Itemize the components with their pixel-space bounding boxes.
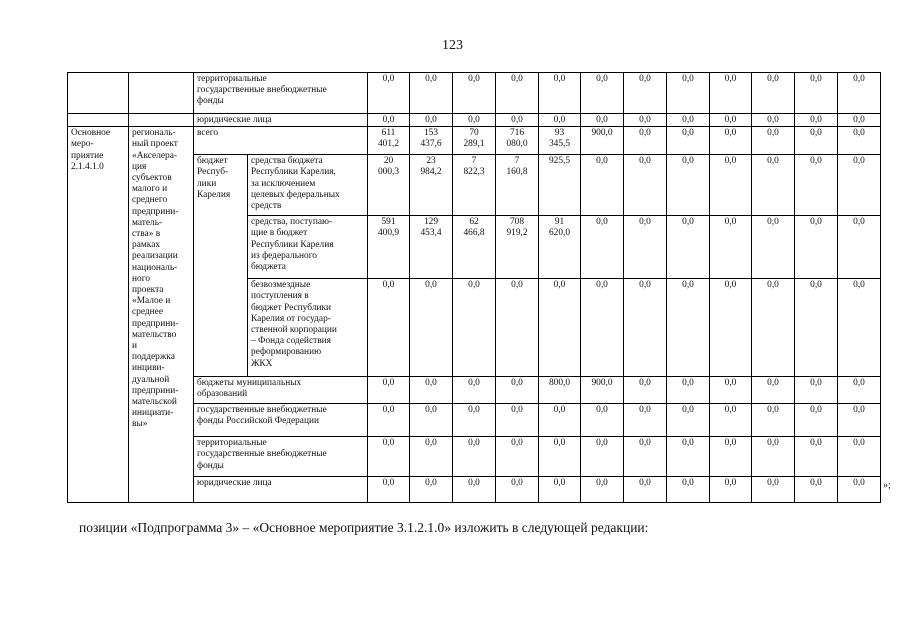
row-label: государственные внебюджетные фонды Российской Федерации xyxy=(194,404,368,437)
value-cell: 0,0 xyxy=(838,477,881,503)
value-cell: 0,0 xyxy=(624,155,667,216)
value-cell: 0,0 xyxy=(410,377,453,404)
value-cell: 0,0 xyxy=(453,404,496,437)
value-cell: 0,0 xyxy=(838,437,881,477)
value-cell: 0,0 xyxy=(795,404,838,437)
value-cell: 0,0 xyxy=(624,73,667,114)
value-cell: 0,0 xyxy=(667,477,710,503)
value-cell: 0,0 xyxy=(624,127,667,155)
value-cell: 0,0 xyxy=(667,279,710,377)
value-cell: 800,0 xyxy=(539,377,581,404)
row-label: территориальные государственные внебюджетные фонды xyxy=(194,73,368,114)
value-cell: 0,0 xyxy=(752,114,795,127)
value-cell: 0,0 xyxy=(368,73,410,114)
value-cell: 0,0 xyxy=(581,477,624,503)
prev-project-cell xyxy=(129,114,194,127)
value-cell: 0,0 xyxy=(581,73,624,114)
value-cell: 0,0 xyxy=(496,477,539,503)
value-cell: 0,0 xyxy=(624,216,667,279)
value-cell: 93 345,5 xyxy=(539,127,581,155)
value-cell: 0,0 xyxy=(838,216,881,279)
value-cell: 0,0 xyxy=(667,114,710,127)
value-cell: 0,0 xyxy=(410,404,453,437)
value-cell: 70 289,1 xyxy=(453,127,496,155)
value-cell: 0,0 xyxy=(496,73,539,114)
budget-rk-label: бюджет Респуб- лики Карелия xyxy=(194,155,248,377)
value-cell: 0,0 xyxy=(624,377,667,404)
value-cell: 7 160,8 xyxy=(496,155,539,216)
value-cell: 0,0 xyxy=(667,127,710,155)
value-cell: 0,0 xyxy=(368,279,410,377)
value-cell: 0,0 xyxy=(667,73,710,114)
value-cell: 0,0 xyxy=(410,279,453,377)
prev-measure-cell xyxy=(68,73,129,114)
value-cell: 0,0 xyxy=(795,73,838,114)
prev-project-cell xyxy=(129,73,194,114)
page-number: 123 xyxy=(442,38,463,53)
value-cell: 0,0 xyxy=(710,377,752,404)
value-cell: 0,0 xyxy=(710,404,752,437)
value-cell: 0,0 xyxy=(667,437,710,477)
value-cell: 0,0 xyxy=(581,404,624,437)
budget-table xyxy=(67,72,881,503)
value-cell: 0,0 xyxy=(752,73,795,114)
value-cell: 0,0 xyxy=(539,73,581,114)
value-cell: 0,0 xyxy=(496,437,539,477)
value-cell: 0,0 xyxy=(624,114,667,127)
value-cell: 0,0 xyxy=(368,114,410,127)
value-cell: 716 080,0 xyxy=(496,127,539,155)
value-cell: 0,0 xyxy=(838,127,881,155)
row-label: средства, поступаю- щие в бюджет Республики Карелия из федерального бюджета xyxy=(248,216,368,279)
value-cell: 0,0 xyxy=(496,114,539,127)
value-cell: 23 984,2 xyxy=(410,155,453,216)
value-cell: 0,0 xyxy=(795,155,838,216)
row-label: территориальные государственные внебюджетные фонды xyxy=(194,437,368,477)
value-cell: 153 437,6 xyxy=(410,127,453,155)
value-cell: 0,0 xyxy=(710,437,752,477)
value-cell: 0,0 xyxy=(795,114,838,127)
value-cell: 0,0 xyxy=(752,279,795,377)
row-label: средства бюджета Республики Карелия, за исключением целевых федеральных средств xyxy=(248,155,368,216)
value-cell: 0,0 xyxy=(581,216,624,279)
value-cell: 0,0 xyxy=(410,437,453,477)
value-cell: 0,0 xyxy=(410,114,453,127)
closing-quote-mark: »; xyxy=(883,480,891,491)
value-cell: 925,5 xyxy=(539,155,581,216)
value-cell: 0,0 xyxy=(752,127,795,155)
value-cell: 91 620,0 xyxy=(539,216,581,279)
value-cell: 0,0 xyxy=(496,404,539,437)
value-cell: 0,0 xyxy=(710,73,752,114)
row-label: юридические лица xyxy=(194,114,368,127)
value-cell: 708 919,2 xyxy=(496,216,539,279)
value-cell: 0,0 xyxy=(838,73,881,114)
prev-measure-cell xyxy=(68,114,129,127)
value-cell: 0,0 xyxy=(581,114,624,127)
value-cell: 0,0 xyxy=(752,377,795,404)
value-cell: 0,0 xyxy=(752,404,795,437)
value-cell: 900,0 xyxy=(581,377,624,404)
value-cell: 0,0 xyxy=(453,377,496,404)
value-cell: 0,0 xyxy=(539,477,581,503)
value-cell: 0,0 xyxy=(581,155,624,216)
value-cell: 0,0 xyxy=(752,437,795,477)
row-label: безвозмездные поступления в бюджет Республики Карелия от государ- ственной корпорации – Фонда содействия реформированию ЖКХ xyxy=(248,279,368,377)
value-cell: 0,0 xyxy=(838,404,881,437)
value-cell: 0,0 xyxy=(539,437,581,477)
value-cell: 0,0 xyxy=(624,437,667,477)
value-cell: 0,0 xyxy=(667,377,710,404)
value-cell: 0,0 xyxy=(795,437,838,477)
value-cell: 0,0 xyxy=(539,404,581,437)
row-label: всего xyxy=(194,127,368,155)
row-label: юридические лица xyxy=(194,477,368,503)
value-cell: 0,0 xyxy=(453,477,496,503)
value-cell: 129 453,4 xyxy=(410,216,453,279)
value-cell: 0,0 xyxy=(838,155,881,216)
value-cell: 0,0 xyxy=(710,216,752,279)
value-cell: 0,0 xyxy=(624,477,667,503)
value-cell: 0,0 xyxy=(710,279,752,377)
value-cell: 7 822,3 xyxy=(453,155,496,216)
value-cell: 0,0 xyxy=(838,279,881,377)
value-cell: 0,0 xyxy=(624,404,667,437)
row-label: бюджеты муниципальных образований xyxy=(194,377,368,404)
value-cell: 591 400,9 xyxy=(368,216,410,279)
value-cell: 0,0 xyxy=(453,114,496,127)
value-cell: 0,0 xyxy=(710,127,752,155)
value-cell: 900,0 xyxy=(581,127,624,155)
value-cell: 0,0 xyxy=(667,155,710,216)
value-cell: 0,0 xyxy=(453,279,496,377)
value-cell: 0,0 xyxy=(368,437,410,477)
value-cell: 0,0 xyxy=(838,114,881,127)
value-cell: 0,0 xyxy=(368,377,410,404)
value-cell: 0,0 xyxy=(496,279,539,377)
value-cell: 0,0 xyxy=(710,155,752,216)
value-cell: 0,0 xyxy=(368,477,410,503)
value-cell: 0,0 xyxy=(453,437,496,477)
value-cell: 0,0 xyxy=(581,437,624,477)
value-cell: 0,0 xyxy=(752,155,795,216)
value-cell: 0,0 xyxy=(752,477,795,503)
value-cell: 0,0 xyxy=(838,377,881,404)
value-cell: 0,0 xyxy=(496,377,539,404)
value-cell: 0,0 xyxy=(368,404,410,437)
value-cell: 0,0 xyxy=(667,404,710,437)
value-cell: 0,0 xyxy=(795,377,838,404)
value-cell: 0,0 xyxy=(410,477,453,503)
value-cell: 0,0 xyxy=(795,127,838,155)
amendment-text: позиции «Подпрограмма 3» – «Основное мероприятие 3.1.2.1.0» изложить в следующей редакции: xyxy=(79,520,649,535)
value-cell: 0,0 xyxy=(581,279,624,377)
value-cell: 0,0 xyxy=(667,216,710,279)
value-cell: 0,0 xyxy=(624,279,667,377)
value-cell: 0,0 xyxy=(710,114,752,127)
value-cell: 0,0 xyxy=(795,477,838,503)
value-cell: 0,0 xyxy=(539,279,581,377)
value-cell: 0,0 xyxy=(710,477,752,503)
measure-label: Основное меро- приятие 2.1.4.1.0 xyxy=(68,127,129,503)
value-cell: 0,0 xyxy=(453,73,496,114)
value-cell: 62 466,8 xyxy=(453,216,496,279)
value-cell: 0,0 xyxy=(795,216,838,279)
value-cell: 0,0 xyxy=(795,279,838,377)
value-cell: 20 000,3 xyxy=(368,155,410,216)
value-cell: 611 401,2 xyxy=(368,127,410,155)
value-cell: 0,0 xyxy=(752,216,795,279)
project-label: региональ- ный проект «Акселера- ция субъектов малого и среднего предприни- матель- ства» в рамках реализации националь- ного проекта «Малое и среднее предприни- мательство и поддержка инциви- дуальной предприни- мательской инициати- вы» xyxy=(129,127,194,503)
value-cell: 0,0 xyxy=(539,114,581,127)
value-cell: 0,0 xyxy=(410,73,453,114)
